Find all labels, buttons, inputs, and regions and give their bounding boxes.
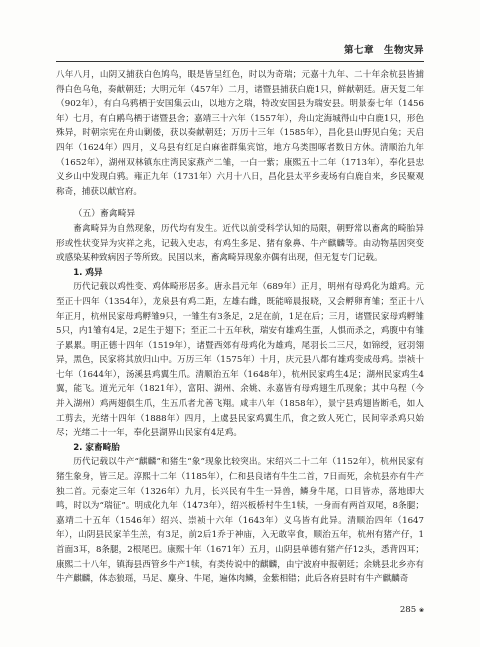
paragraph-white-animals: 八年八月，山阴又捕获白色鸠鸟，眼是皆呈红色，时以为奇瑞；元嘉十九年、二十年余杭县皆捕得白色乌龟，奏献朝廷；大明元年（457年）二月，诸暨县捕获白鹿1只，鲜献朝廷。唐天复二年（902年），有白乌鸦栖于安国集云山，以地方之瑞，特改安国县为瑞安县。明景泰七年（1456年）七月，有白鹇鸟栖于诸暨县舍；嘉靖三十六年（1557年），舟山定海城得山中白鹿1只，形色殊异，时朝宗宪在舟山剿倭，获以奏献朝廷；万历十三年（1585年），昌化县山野见白兔；天启四年（1624年）四月，义乌县有红足白麻雀群集宾馆，地方乌类围啄者数日方休。清顺治九年（1652年），湖州双林镇东庄湾民家燕产二雏，一白一紫；康熙五十二年（1713年），奉化县忠义乡山中发现白鸦。雍正九年（1731年）六月十八日，昌化县太平乡麦场有白鹿自来，乡民聚观称奇，捕获以献官府。 — [56, 70, 424, 197]
page-number — [400, 605, 424, 615]
chapter-title: 第七章 生物灾异 — [343, 45, 424, 56]
header-rule — [56, 61, 424, 62]
spacer — [56, 199, 424, 207]
page-body — [56, 68, 424, 587]
section-heading: （五）畜禽畸异 — [73, 209, 136, 220]
paragraph-chicken: 历代记载以鸡性变、鸡体畸形居多。唐永昌元年（689年）正月，明州有母鸡化为雄鸡。元至正十四年（1354年），龙泉县有鸡二距，左雄右雌，既能啼晨报晓，又会孵卵育雏；至正十八年正月，杭州民家母鸡孵雏9只，一雏生有3条足，2足在前，1足在后；三月，诸暨民家母鸡孵雏5只，内1雏有4足，2足生于翅下；至正二十五年秋，瑞安有雄鸡生蛋，人惧而杀之，鸡腹中有雏子累累。明正德十四年（1519年），诸暨西郊有母鸡化为雄鸡，尾羽长二三尺，如锦绶，冠羽翎异，黑色，民家将其放归山中。万历三年（1575年）十月，庆元县八都有雄鸡变成母鸡。崇祯十七年（1644年），汤溪县鸡翼生爪。清顺治五年（1648年），杭州民家鸡生4足；湖州民家鸡生4翼，能飞。道光元年（1821年），富阳、湖州、余姚、永嘉皆有母鸡翅生爪现象；其中乌程（今并入湖州）鸡两翅俱生爪，生五爪者尤善飞翔。咸丰八年（1858年），景宁县鸡翅皆断毛，如人工剪去，光绪十四年（1888年）四月，上虞县民家鸡翼生爪，食之致人死亡，民间宰杀鸡只始尽；光绪二十一年，奉化县湖界山民家有4足鸡。 — [56, 282, 424, 439]
running-header — [56, 40, 424, 62]
page-number-text: 285 — [399, 605, 417, 615]
section-intro: 畜禽畸异为自然现象，历代均有发生。近代以前受科学认知的局限，朝野常以畜禽的畸胎异形或性状变异为灾祥之兆，记载入史志，有鸡生多足、猪有象鼻、牛产麒麟等。由动物基因突变或感染某种致病因子等所致。民国以来，畜禽畸异现象亦偶有出现，但无复专门记载。 — [56, 223, 424, 264]
subsection-heading-livestock: 2. 家畜畸胎 — [73, 442, 120, 453]
subsection-heading-chicken: 1. 鸡异 — [73, 267, 103, 278]
page-ornament-icon: ❀ — [418, 607, 424, 614]
paragraph-livestock: 历代记载以牛产“麒麟”和猪生“象”现象比较突出。宋绍兴二十二年（1152年），杭州民家有猪生象身，皆三足。淳熙十二年（1185年），仁和县良诸有牛生二首，7日而死，余杭县亦有牛产独二首。元泰定三年（1326年）九月，长兴民有牛生一异兽，鳞身牛尾，口目皆赤，落地即大鸣，时以为“瑞征”。明成化九年（1473年），绍兴板桥村牛生1犊，一身而有两首双尾，8条腿；嘉靖二十五年（1546年）绍兴、崇祯十六年（1643年）义乌皆有此异。清顺治四年（1647年），山阴县民家羊生羔，有3足，前2后1乔于神庙，入无敢宰食，顺治五年，杭州有猪产仔，1首面3耳，8条腿，2根尾巴。康熙十年（1671年）五月，山阴县单德有猪产仔12头，悉背四耳；康熙二十八年，镇海县西管乡牛产1犊，有类传说中的麒麟，由宁波府申报朝廷；余姚县北乡亦有牛产麒麟，体态狼瑶，马足、麋身、牛尾，遍体肉鳞，金紫相错；此后各府县时有牛产麒麟奇 — [56, 457, 424, 585]
